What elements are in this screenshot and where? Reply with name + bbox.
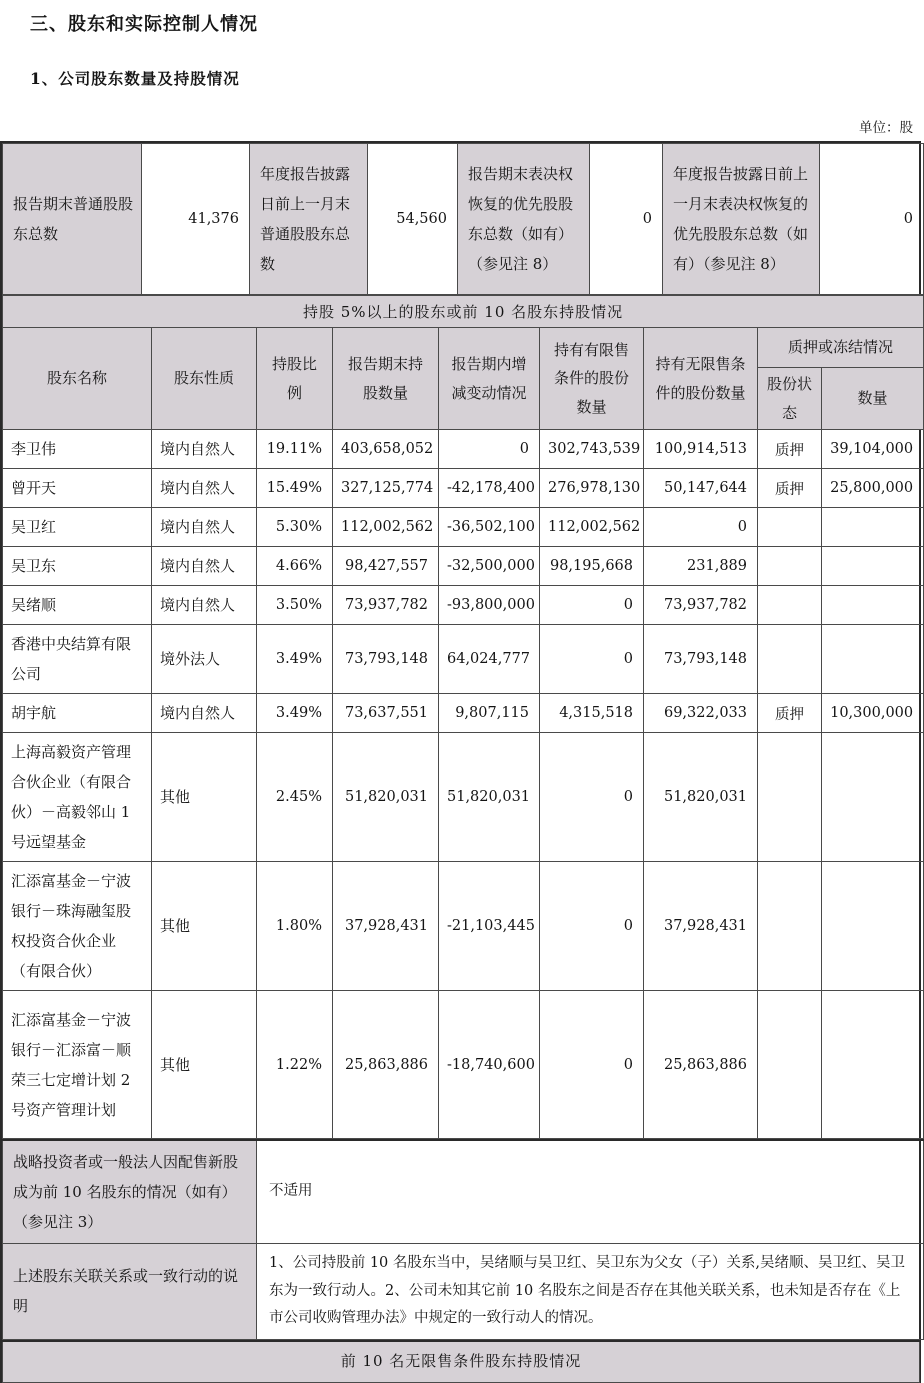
unrestricted-cell: 73,793,148 — [644, 625, 758, 694]
ratio-cell: 4.66% — [257, 547, 333, 586]
shareholder-name-cell: 汇添富基金－宁波银行－珠海融玺股权投资合伙企业（有限合伙） — [3, 862, 152, 991]
shareholder-name-cell: 上海高毅资产管理合伙企业（有限合伙）－高毅邻山 1 号远望基金 — [3, 733, 152, 862]
change-cell: 9,807,115 — [439, 694, 540, 733]
change-cell: -21,103,445 — [439, 862, 540, 991]
change-cell: -93,800,000 — [439, 586, 540, 625]
change-cell: -42,178,400 — [439, 469, 540, 508]
col-header-ratio: 持股比例 — [257, 328, 333, 430]
pledge-qty-cell — [822, 991, 924, 1139]
table-row — [3, 694, 924, 733]
table-row — [3, 862, 924, 991]
restricted-cell: 98,195,668 — [540, 547, 644, 586]
table-row — [3, 547, 924, 586]
preferred-shareholders-end-label: 报告期末表决权恢复的优先股股东总数（如有）（参见注 8） — [458, 144, 590, 295]
shareholder-nature-cell: 境内自然人 — [152, 547, 257, 586]
pledge-status-cell: 质押 — [758, 430, 822, 469]
footer-section-row — [3, 1341, 920, 1383]
col-header-shareholder-name: 股东名称 — [3, 328, 152, 430]
change-cell: -18,740,600 — [439, 991, 540, 1139]
col-header-pledge-status: 股份状态 — [758, 368, 822, 430]
pledge-qty-cell — [822, 625, 924, 694]
preferred-shareholders-prior-month-value: 0 — [820, 144, 924, 295]
shareholder-name-cell: 曾开天 — [3, 469, 152, 508]
shareholder-name-cell: 李卫伟 — [3, 430, 152, 469]
shareholder-nature-cell: 其他 — [152, 862, 257, 991]
holdings-table — [2, 295, 924, 1139]
pledge-status-cell — [758, 586, 822, 625]
shareholder-name-cell: 吴绪顺 — [3, 586, 152, 625]
strategic-investors-row — [3, 1140, 924, 1244]
pledge-status-cell — [758, 733, 822, 862]
shareholder-name-cell: 汇添富基金－宁波银行－汇添富－顺荣三七定增计划 2 号资产管理计划 — [3, 991, 152, 1139]
shares-end-cell: 98,427,557 — [333, 547, 439, 586]
footer-section-header: 前 10 名无限售条件股东持股情况 — [3, 1341, 920, 1383]
shareholder-nature-cell: 境内自然人 — [152, 469, 257, 508]
ratio-cell: 3.50% — [257, 586, 333, 625]
shareholder-name-cell: 吴卫红 — [3, 508, 152, 547]
subsection-title: 1、公司股东数量及持股情况 — [30, 69, 240, 88]
shareholder-nature-cell: 其他 — [152, 733, 257, 862]
preferred-shareholders-prior-month-label: 年度报告披露日前上一月末表决权恢复的优先股股东总数（如有）（参见注 8） — [663, 144, 820, 295]
shares-end-cell: 327,125,774 — [333, 469, 439, 508]
pledge-status-cell — [758, 862, 822, 991]
pledge-status-cell — [758, 625, 822, 694]
common-shareholders-end-label: 报告期末普通股股东总数 — [3, 144, 142, 295]
strategic-investors-value: 不适用 — [257, 1140, 924, 1244]
restricted-cell: 0 — [540, 862, 644, 991]
restricted-cell: 0 — [540, 586, 644, 625]
ratio-cell: 1.22% — [257, 991, 333, 1139]
relation-value: 1、公司持股前 10 名股东当中，吴绪顺与吴卫红、吴卫东为父女（子）关系,吴绪顺、吴卫红、吴卫东为一致行动人。2、公司未知其它前 10 名股东之间是否存在其他关联关系，也未知是否存在《上市公司收购管理办法》中规定的一致行动人的情况。 — [257, 1244, 924, 1340]
change-cell: 51,820,031 — [439, 733, 540, 862]
unrestricted-cell: 69,322,033 — [644, 694, 758, 733]
restricted-cell: 112,002,562 — [540, 508, 644, 547]
unrestricted-cell: 231,889 — [644, 547, 758, 586]
pledge-qty-cell: 10,300,000 — [822, 694, 924, 733]
change-cell: 64,024,777 — [439, 625, 540, 694]
footer-table — [2, 1340, 920, 1383]
table-row — [3, 430, 924, 469]
table-row — [3, 586, 924, 625]
col-header-unrestricted: 持有无限售条件的股份数量 — [644, 328, 758, 430]
pledge-status-cell — [758, 991, 822, 1139]
pledge-status-cell: 质押 — [758, 694, 822, 733]
section-title: 三、股东和实际控制人情况 — [30, 14, 258, 35]
change-cell: -32,500,000 — [439, 547, 540, 586]
col-header-shares-end: 报告期末持股数量 — [333, 328, 439, 430]
table-row — [3, 991, 924, 1139]
col-header-change: 报告期内增减变动情况 — [439, 328, 540, 430]
relation-row — [3, 1244, 924, 1340]
shareholder-nature-cell: 其他 — [152, 991, 257, 1139]
shares-end-cell: 37,928,431 — [333, 862, 439, 991]
notes-table — [2, 1139, 924, 1340]
pledge-qty-cell: 39,104,000 — [822, 430, 924, 469]
change-cell: 0 — [439, 430, 540, 469]
unrestricted-cell: 25,863,886 — [644, 991, 758, 1139]
restricted-cell: 4,315,518 — [540, 694, 644, 733]
ratio-cell: 19.11% — [257, 430, 333, 469]
restricted-cell: 0 — [540, 733, 644, 862]
col-header-restricted: 持有有限售条件的股份数量 — [540, 328, 644, 430]
shares-end-cell: 73,937,782 — [333, 586, 439, 625]
shares-end-cell: 112,002,562 — [333, 508, 439, 547]
table-row — [3, 625, 924, 694]
summary-table — [2, 143, 924, 295]
summary-row — [3, 144, 924, 295]
shares-end-cell: 25,863,886 — [333, 991, 439, 1139]
pledge-status-cell: 质押 — [758, 469, 822, 508]
pledge-qty-cell: 25,800,000 — [822, 469, 924, 508]
table-row — [3, 508, 924, 547]
pledge-qty-cell — [822, 862, 924, 991]
shareholder-name-cell: 香港中央结算有限公司 — [3, 625, 152, 694]
unrestricted-cell: 37,928,431 — [644, 862, 758, 991]
common-shareholders-prior-month-value: 54,560 — [368, 144, 458, 295]
pledge-status-cell — [758, 508, 822, 547]
restricted-cell: 0 — [540, 991, 644, 1139]
pledge-status-cell — [758, 547, 822, 586]
strategic-investors-label: 战略投资者或一般法人因配售新股成为前 10 名股东的情况（如有）（参见注 3） — [3, 1140, 257, 1244]
common-shareholders-prior-month-label: 年度报告披露日前上一月末普通股股东总数 — [250, 144, 368, 295]
col-header-shareholder-nature: 股东性质 — [152, 328, 257, 430]
shareholder-nature-cell: 境内自然人 — [152, 694, 257, 733]
holdings-section-header-row — [3, 296, 924, 328]
unit-label: 单位：股 — [859, 120, 913, 136]
col-header-pledge-group: 质押或冻结情况 — [758, 328, 924, 368]
shareholder-nature-cell: 境外法人 — [152, 625, 257, 694]
table-row — [3, 469, 924, 508]
unrestricted-cell: 100,914,513 — [644, 430, 758, 469]
shares-end-cell: 73,637,551 — [333, 694, 439, 733]
ratio-cell: 2.45% — [257, 733, 333, 862]
table-row — [3, 733, 924, 862]
unrestricted-cell: 0 — [644, 508, 758, 547]
preferred-shareholders-end-value: 0 — [590, 144, 663, 295]
shareholder-name-cell: 吴卫东 — [3, 547, 152, 586]
restricted-cell: 0 — [540, 625, 644, 694]
unrestricted-cell: 50,147,644 — [644, 469, 758, 508]
holdings-section-header: 持股 5%以上的股东或前 10 名股东持股情况 — [3, 296, 924, 328]
ratio-cell: 15.49% — [257, 469, 333, 508]
pledge-qty-cell — [822, 547, 924, 586]
shares-end-cell: 51,820,031 — [333, 733, 439, 862]
pledge-qty-cell — [822, 586, 924, 625]
shares-end-cell: 403,658,052 — [333, 430, 439, 469]
change-cell: -36,502,100 — [439, 508, 540, 547]
unrestricted-cell: 51,820,031 — [644, 733, 758, 862]
shareholder-nature-cell: 境内自然人 — [152, 430, 257, 469]
ratio-cell: 1.80% — [257, 862, 333, 991]
report-page — [0, 10, 921, 1370]
col-header-pledge-qty: 数量 — [822, 368, 924, 430]
ratio-cell: 3.49% — [257, 625, 333, 694]
pledge-qty-cell — [822, 733, 924, 862]
shares-end-cell: 73,793,148 — [333, 625, 439, 694]
restricted-cell: 302,743,539 — [540, 430, 644, 469]
pledge-qty-cell — [822, 508, 924, 547]
shareholder-table — [0, 141, 921, 1383]
relation-label: 上述股东关联关系或一致行动的说明 — [3, 1244, 257, 1340]
shareholder-name-cell: 胡宇航 — [3, 694, 152, 733]
shareholder-nature-cell: 境内自然人 — [152, 508, 257, 547]
holdings-header-row — [3, 328, 924, 368]
unrestricted-cell: 73,937,782 — [644, 586, 758, 625]
restricted-cell: 276,978,130 — [540, 469, 644, 508]
common-shareholders-end-value: 41,376 — [142, 144, 250, 295]
ratio-cell: 5.30% — [257, 508, 333, 547]
shareholder-nature-cell: 境内自然人 — [152, 586, 257, 625]
ratio-cell: 3.49% — [257, 694, 333, 733]
